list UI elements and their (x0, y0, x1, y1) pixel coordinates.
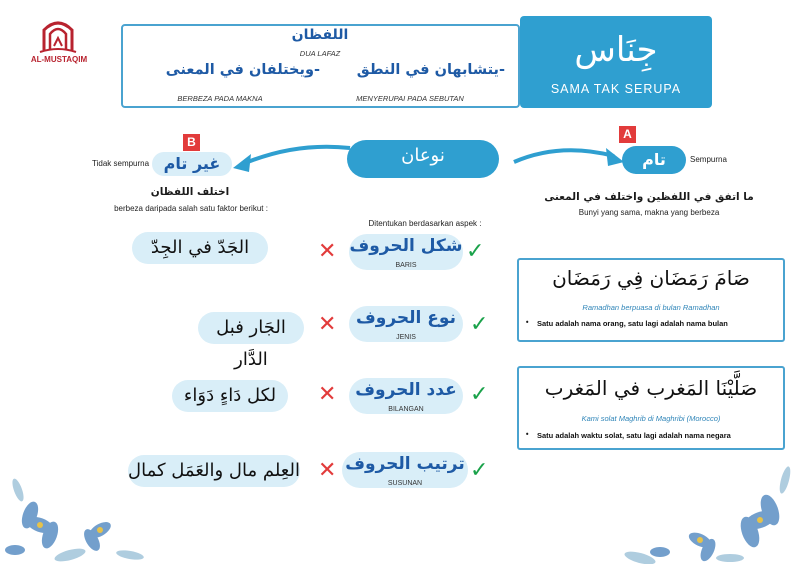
tam-example-1-translation: Ramadhan berpuasa di bulan Ramadhan (582, 303, 720, 312)
aspect-caption: Ditentukan berdasarkan aspek : (368, 219, 482, 228)
al-mustaqim-logo-icon (20, 12, 96, 78)
definition-title-latin: DUA LAFAZ (299, 49, 341, 58)
type-a-caption: Sempurna (690, 155, 727, 164)
logo-name: AL-MUSTAQIM (30, 55, 88, 64)
definition-title: اللفظان (291, 27, 349, 43)
ghair-tam-example-2: الجَار فبل الدَّار (198, 312, 304, 344)
floral-decoration-left-icon (0, 430, 180, 564)
arrow-left-icon (225, 138, 355, 178)
aspect-2-arabic: نوع الحروف (356, 308, 456, 328)
type-b-caption: Tidak sempurna (92, 159, 150, 168)
aspect-2-latin: JENIS (396, 334, 416, 341)
definition-phrase-1: -يتشابهان في النطق (356, 62, 505, 78)
tam-example-2-translation: Kami solat Maghrib di Maghribi (Morocco) (581, 414, 721, 423)
aspect-4-arabic: ترتيب الحروف (345, 454, 465, 474)
aspect-3-latin: BILANGAN (388, 406, 424, 413)
tam-example-2-arabic: صَلَّيْنَا المَغرب في المَغرب (544, 376, 758, 400)
aspect-1-arabic: شكل الحروف (349, 236, 463, 256)
badge-b: B (183, 134, 200, 151)
definition-phrase-2: -ويختلفان في المعنى (165, 62, 320, 78)
floral-decoration-right-icon (600, 440, 800, 564)
cross-icon: ✕ (318, 239, 337, 264)
bullet-icon: • (525, 318, 530, 327)
aspect-1-latin: BARIS (395, 262, 417, 269)
tam-example-2-note: Satu adalah waktu solat, satu lagi adalah nama negara (537, 431, 731, 440)
tam-example-1-arabic: صَامَ رَمَضَان فِي رَمَضَان (552, 266, 750, 290)
type-a-desc-latin: Bunyi yang sama, makna yang berbeza (578, 208, 720, 217)
cross-icon: ✕ (318, 382, 337, 407)
check-icon: ✓ (466, 239, 485, 264)
aspect-4-latin: SUSUNAN (387, 480, 423, 487)
definition-phrase-1-latin: MENYERUPAI PADA SEBUTAN (356, 94, 464, 103)
bullet-icon: • (525, 430, 530, 439)
badge-a: A (619, 126, 636, 143)
check-icon: ✓ (470, 382, 489, 407)
aspect-3-arabic: عدد الحروف (355, 380, 457, 400)
type-a-label: تام (622, 146, 686, 174)
type-a-desc-arabic: ما اتفق في اللفظين واختلف في المعنى (544, 191, 754, 203)
types-label: نوعان (401, 145, 445, 166)
arrow-right-icon (510, 140, 628, 176)
cross-icon: ✕ (318, 458, 337, 483)
type-b-label: غير تام (152, 152, 232, 176)
cross-icon: ✕ (318, 312, 337, 337)
ghair-tam-example-1: الجَدّ في الجِدّ (132, 232, 268, 264)
jinas-title-latin: SAMA TAK SERUPA (550, 82, 682, 96)
type-b-desc-latin: berbeza daripada salah satu faktor berikut : (114, 204, 268, 213)
definition-phrase-2-latin: BERBEZA PADA MAKNA (177, 94, 263, 103)
type-b-desc-arabic: اختلف اللفظان (150, 186, 230, 198)
ghair-tam-example-3: لكل دَاءٍ دَوَاء (172, 380, 288, 412)
jinas-title-arabic: جِنَاس (574, 30, 658, 70)
tam-example-1-note: Satu adalah nama orang, satu lagi adalah nama bulan (537, 319, 728, 328)
ghair-tam-example-4: العِلم مال والعَمَل كمال (128, 455, 300, 487)
check-icon: ✓ (470, 458, 489, 483)
check-icon: ✓ (470, 312, 489, 337)
